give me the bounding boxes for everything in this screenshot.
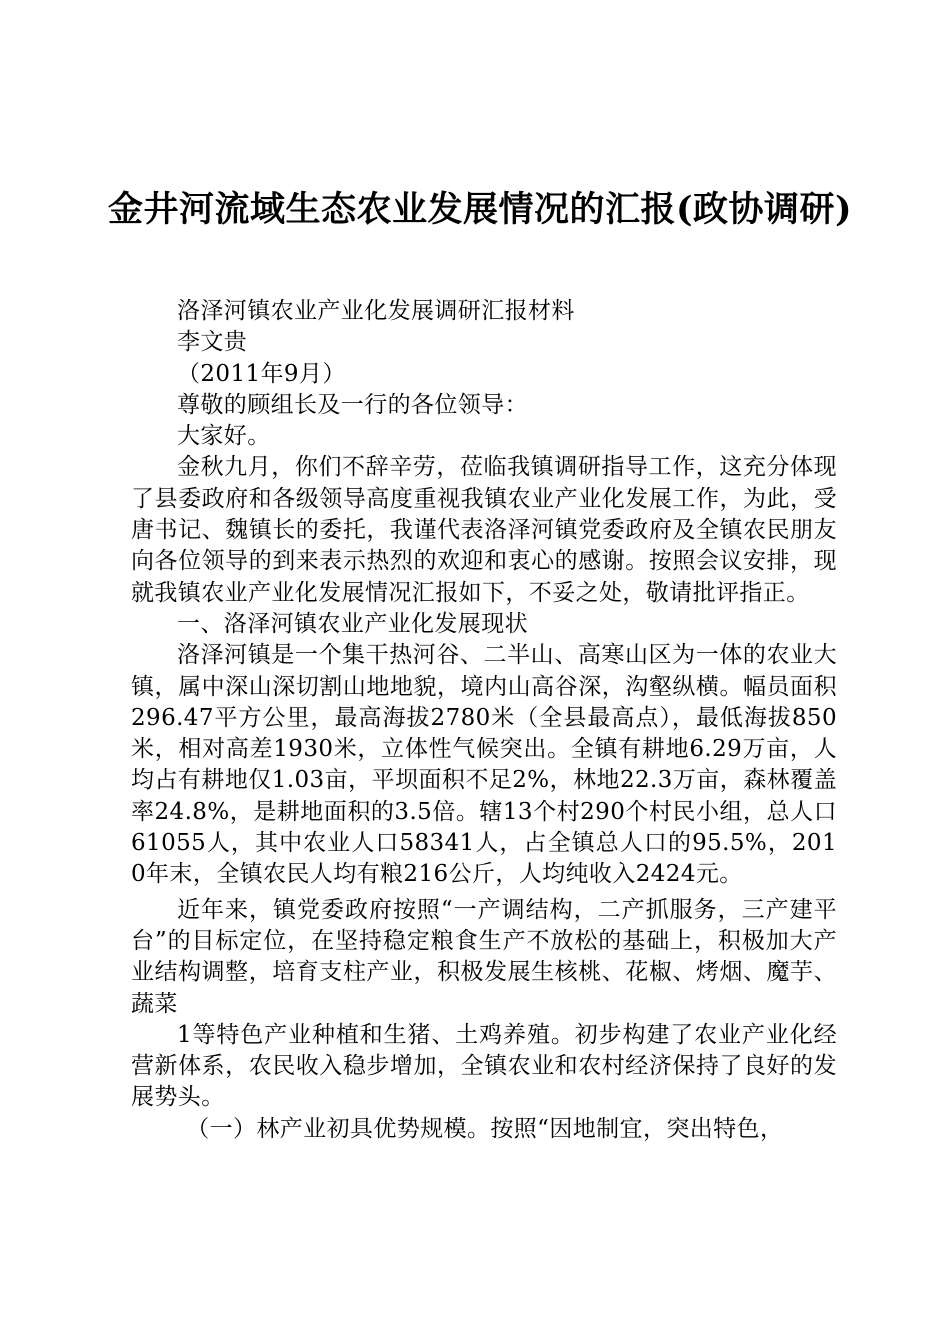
- subtitle-line: 洛泽河镇农业产业化发展调研汇报材料: [177, 298, 575, 324]
- body-paragraph: 近年来，镇党委政府按照“一产调结构，二产抓服务，三产建平台”的目标定位，在坚持稳定粮食生产不放松的基础上，积极加大产业结构调整，培育支柱产业，积极发展生核桃、花椒、烤烟、魔芋、蔬菜: [131, 896, 837, 1017]
- section-heading: 一、洛泽河镇农业产业化发展现状: [177, 610, 528, 637]
- body-paragraph: 1等特色产业种植和生猪、土鸡养殖。初步构建了农业产业化经营新体系，农民收入稳步增加，全镇农业和农村经济保持了良好的发展势头。: [131, 1021, 837, 1111]
- subsection-paragraph: （一）林产业初具优势规模。按照“因地制宜，突出特色，: [186, 1115, 784, 1142]
- date-line: （2011年9月）: [177, 360, 346, 387]
- salutation-line: 尊敬的顾组长及一行的各位领导：: [177, 391, 528, 418]
- body-paragraph: 洛泽河镇是一个集干热河谷、二半山、高寒山区为一体的农业大镇，属中深山深切割山地地貌，境内山高谷深，沟壑纵横。幅员面积296.47平方公里，最高海拔2780米（全县最高点），最低海拔850米，相对高差1930米，立体性气候突出。全镇有耕地6.29万亩，人均占有耕地仅1.03亩，平坝面积不足2%，林地22.3万亩，森林覆盖率24.8%，是耕地面积的3.5倍。辖13个村290个村民小组，总人口61055人，其中农业人口58341人，占全镇总人口的95.5%，2010年末，全镇农民人均有粮216公斤，人均纯收入2424元。: [131, 642, 837, 888]
- author-line: 李文贵: [177, 329, 248, 356]
- document-title: 金井河流域生态农业发展情况的汇报(政协调研): [107, 189, 853, 230]
- document-body: [131, 296, 837, 1145]
- greeting-line: 大家好。: [177, 423, 271, 450]
- body-paragraph: 金秋九月，你们不辞辛劳，莅临我镇调研指导工作，这充分体现了县委政府和各级领导高度重视我镇农业产业化发展工作，为此，受唐书记、魏镇长的委托，我谨代表洛泽河镇党委政府及全镇农民朋友向各位领导的到来表示热烈的欢迎和衷心的感谢。按照会议安排，现就我镇农业产业化发展情况汇报如下，不妥之处，敬请批评指正。: [131, 454, 837, 606]
